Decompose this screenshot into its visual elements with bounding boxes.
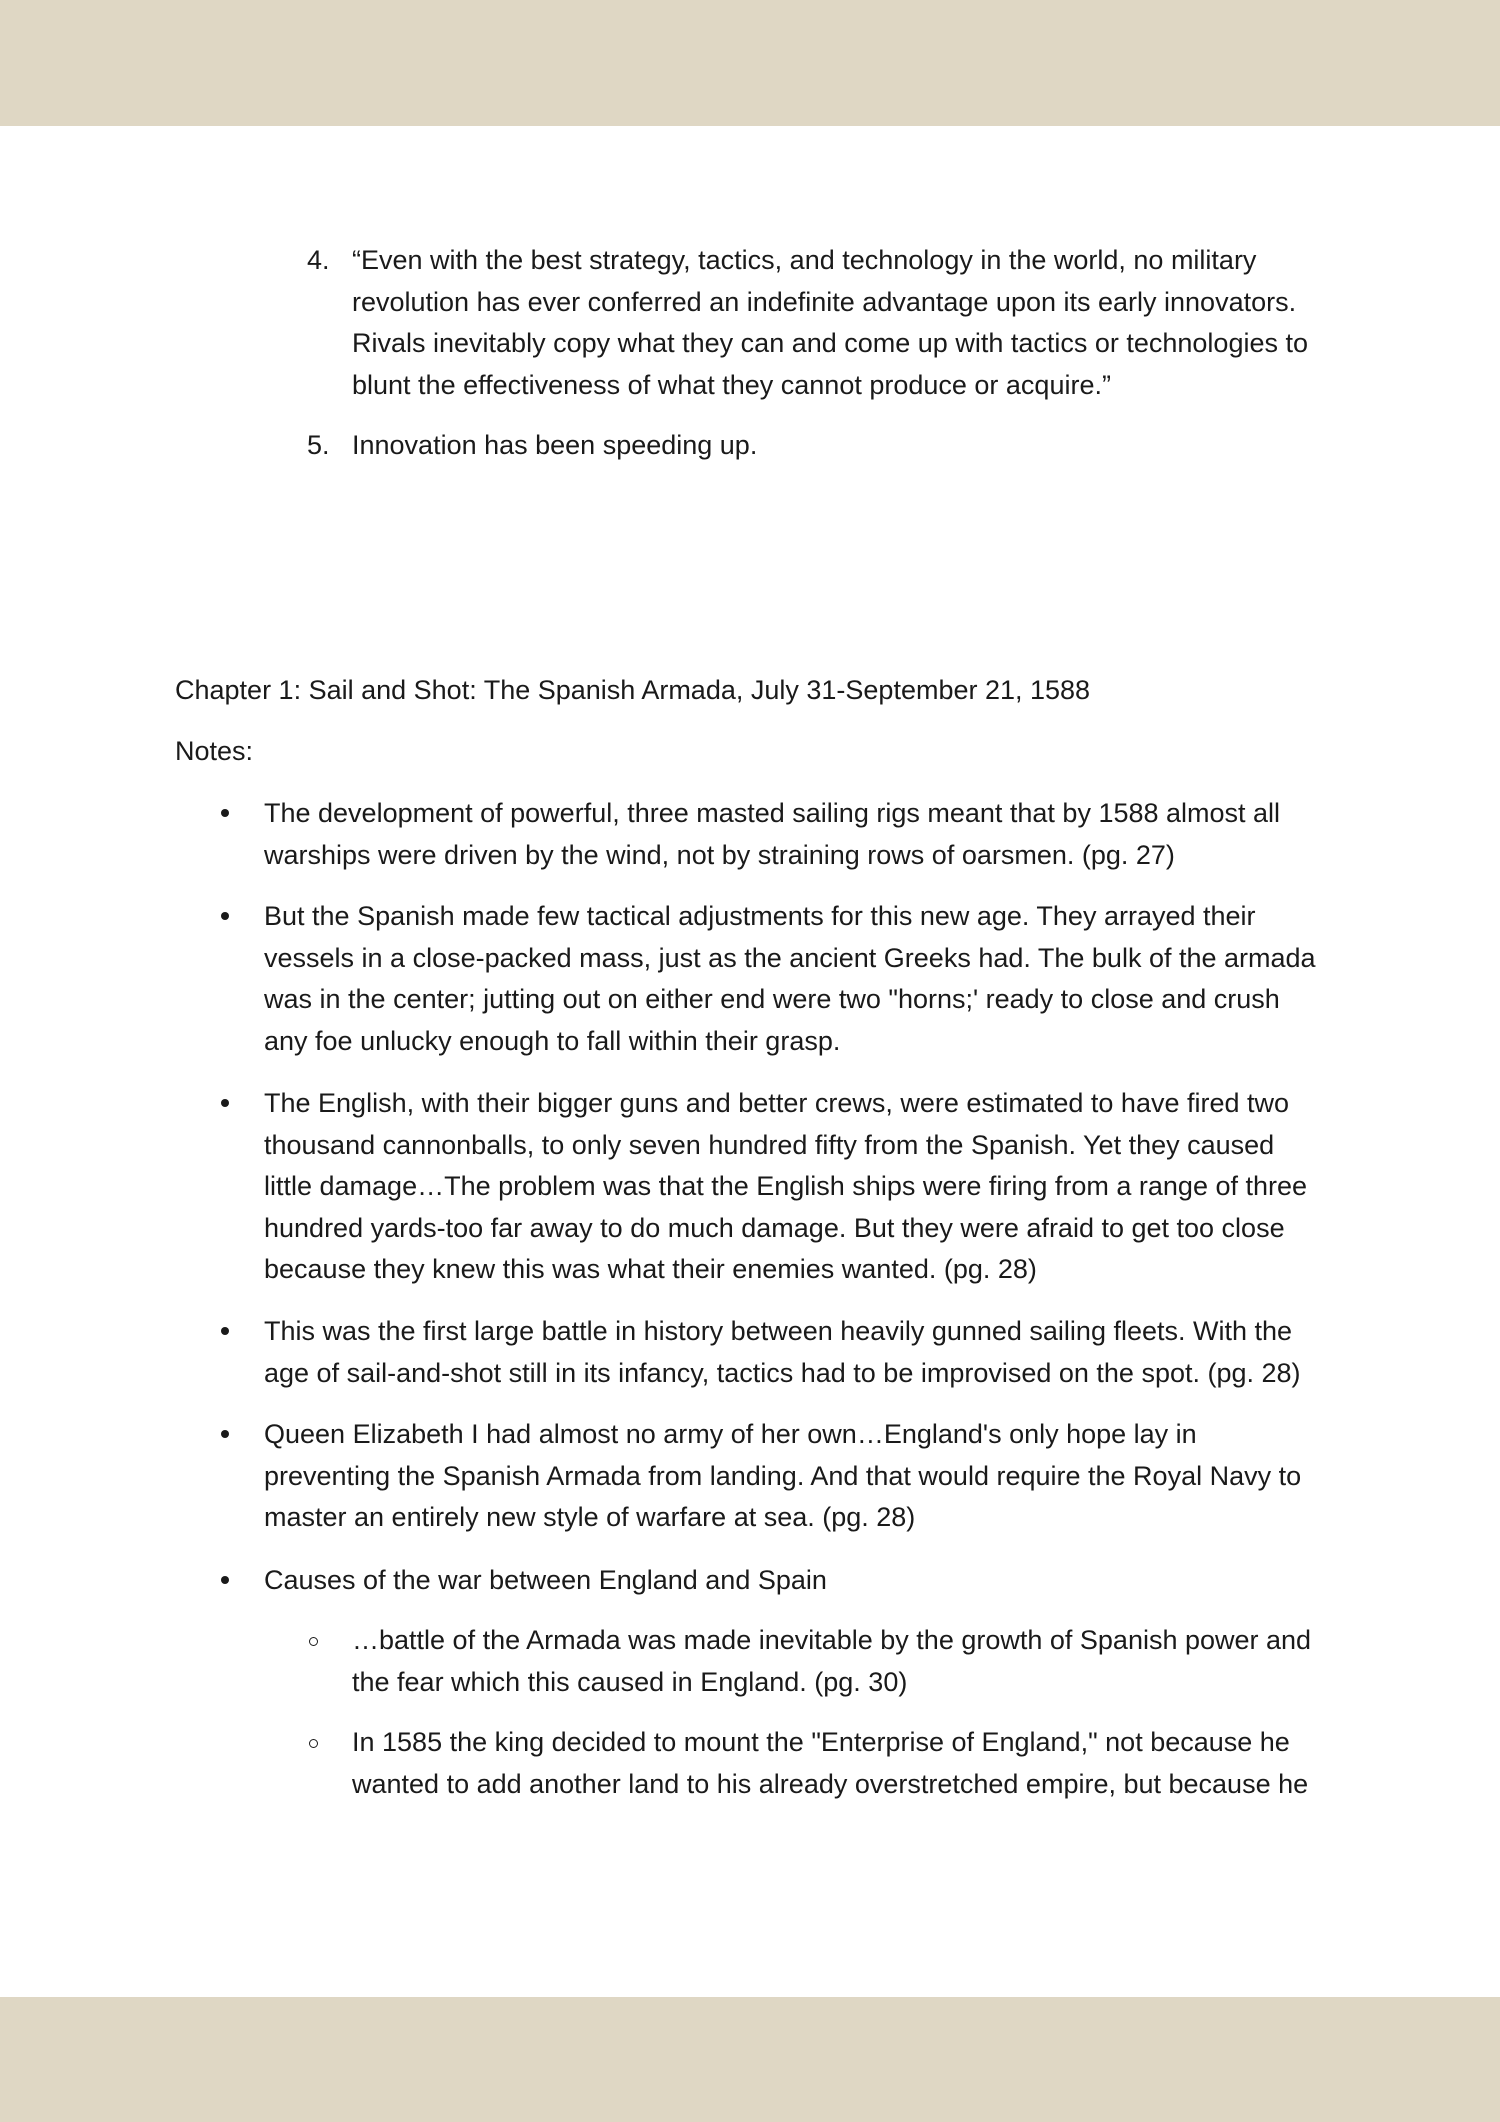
sub-bullet-text: In 1585 the king decided to mount the "Enterprise of England," not because he wanted to add another land to his already overstretched empire, but because he [352, 1727, 1309, 1799]
bullet-list-item [264, 1311, 1324, 1394]
bullet-list-item [264, 1414, 1324, 1539]
bullet-list-item [264, 1560, 1324, 1602]
sub-bullet-list-item [352, 1722, 1327, 1805]
bullet-marker-icon [221, 912, 229, 920]
numbered-list-item [307, 425, 1352, 467]
list-item-text: “Even with the best strategy, tactics, and technology in the world, no military revolution has ever conferred an indefinite advantage upon its early innovators. Rivals inevitably copy what they can and come up with tactics or technologies to blunt the effectiveness of what they cannot produce or acquire.” [352, 245, 1308, 400]
notes-label: Notes: [175, 736, 254, 766]
bullet-marker-icon [221, 1430, 229, 1438]
bullet-marker-icon [221, 809, 229, 817]
bullet-text: Queen Elizabeth I had almost no army of her own…England's only hope lay in preventing the Spanish Armada from landing. And that would require the Royal Navy to master an entirely new style of warfare at sea. (pg. 28) [264, 1419, 1302, 1532]
sub-bullet-text: …battle of the Armada was made inevitable by the growth of Spanish power and the fear which this caused in England. (pg. 30) [352, 1625, 1312, 1697]
bullet-text: But the Spanish made few tactical adjustments for this new age. They arrayed their vessels in a close-packed mass, just as the ancient Greeks had. The bulk of the armada was in the center; jutting out on either end were two "horns;' ready to close and crush any foe unlucky enough to fall within their grasp. [264, 901, 1316, 1056]
bullet-text: This was the first large battle in history between heavily gunned sailing fleets. With the age of sail-and-shot still in its infancy, tactics had to be improvised on the spot. (pg. 28) [264, 1316, 1301, 1388]
bullet-marker-icon [221, 1576, 229, 1584]
bullet-marker-icon [221, 1099, 229, 1107]
list-item-text: Innovation has been speeding up. [352, 430, 758, 460]
bullet-text: Causes of the war between England and Spain [264, 1565, 827, 1595]
numbered-list-item [307, 240, 1352, 406]
bullet-marker-icon [221, 1327, 229, 1335]
hollow-bullet-marker-icon [309, 1637, 318, 1646]
bullet-list-item [264, 1083, 1324, 1291]
bullet-text: The English, with their bigger guns and better crews, were estimated to have fired two thousand cannonballs, to only seven hundred fifty from the Spanish. Yet they caused little damage…The problem was that the English ships were firing from a range of three hundred yards-too far away to do much damage. But they were afraid to get too close because they knew this was what their enemies wanted. (pg. 28) [264, 1088, 1308, 1284]
chapter-heading: Chapter 1: Sail and Shot: The Spanish Armada, July 31-September 21, 1588 [175, 675, 1091, 705]
bullet-text: The development of powerful, three masted sailing rigs meant that by 1588 almost all warships were driven by the wind, not by straining rows of oarsmen. (pg. 27) [264, 798, 1281, 870]
sub-bullet-list-item [352, 1620, 1327, 1703]
bullet-list-item [264, 793, 1324, 876]
hollow-bullet-marker-icon [309, 1739, 318, 1748]
bullet-list-item [264, 896, 1324, 1062]
footer-band [0, 1997, 1500, 2122]
header-band [0, 0, 1500, 126]
list-number: 4. [307, 245, 330, 275]
list-number: 5. [307, 430, 330, 460]
